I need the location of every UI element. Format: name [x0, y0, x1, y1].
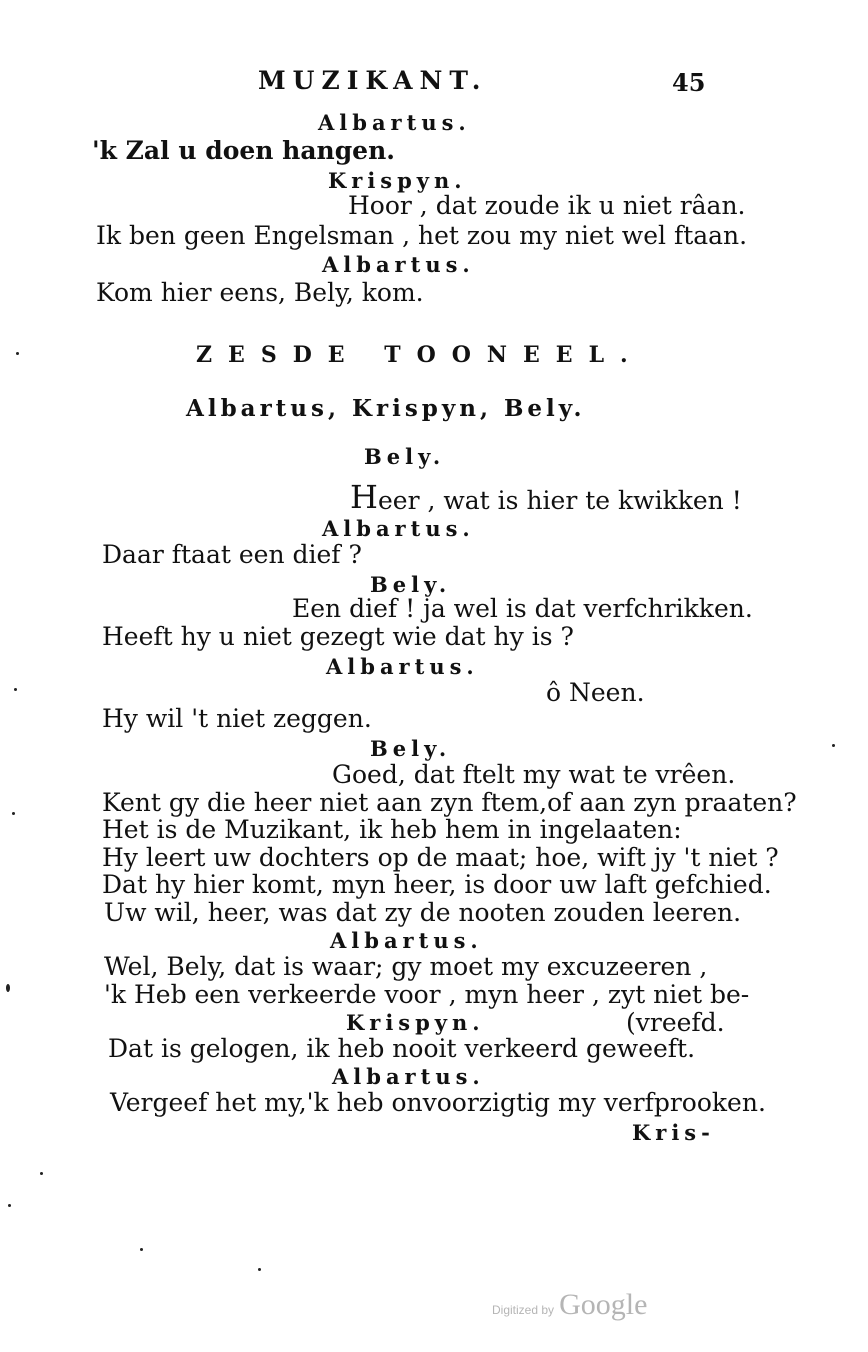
- speaker-name: Albartus.: [318, 110, 471, 135]
- speaker-name: Albartus.: [326, 654, 479, 679]
- cast-list: Albartus, Krispyn, Bely.: [186, 395, 586, 422]
- scan-speck: [140, 1248, 143, 1251]
- scan-speck: [12, 812, 15, 815]
- verse-line: Uw wil, heer, was dat zy de nooten zouden leeren.: [104, 898, 742, 927]
- scene-heading: ZESDE TOONEEL.: [196, 342, 644, 368]
- verse-line: Dat hy hier komt, myn heer, is door uw laft gefchied.: [102, 870, 772, 899]
- speaker-name: Albartus.: [330, 928, 483, 953]
- verse-line: Heeft hy u niet gezegt wie dat hy is ?: [102, 622, 574, 651]
- speaker-name: Albartus.: [322, 516, 475, 541]
- scan-speck: [14, 688, 17, 691]
- scan-speck: [258, 1268, 261, 1271]
- verse-line: 'k Heb een verkeerde voor , myn heer , zyt niet be-: [104, 980, 750, 1009]
- verse-line: Hoor , dat zoude ik u niet râan.: [348, 191, 746, 220]
- verse-line: Een dief ! ja wel is dat verfchrikken.: [292, 594, 753, 623]
- speaker-name: Albartus.: [332, 1064, 485, 1089]
- verse-continuation: (vreefd.: [626, 1008, 725, 1037]
- scan-speck: [6, 984, 10, 992]
- speaker-name: Albartus.: [322, 252, 475, 277]
- drop-initial: H: [350, 478, 378, 516]
- verse-line: eer , wat is hier te kwikken !: [378, 486, 742, 515]
- speaker-name: Krispyn.: [346, 1010, 485, 1035]
- verse-line: Wel, Bely, dat is waar; gy moet my excuzeeren ,: [104, 952, 708, 981]
- verse-line: Kent gy die heer niet aan zyn ftem,of aan zyn praaten?: [102, 788, 797, 817]
- verse-line: Dat is gelogen, ik heb nooit verkeerd geweeft.: [108, 1034, 696, 1063]
- catchword: Kris-: [632, 1120, 715, 1145]
- watermark-prefix: Digitized by: [492, 1303, 555, 1317]
- scan-speck: [832, 744, 835, 747]
- scan-speck: [8, 1204, 11, 1207]
- verse-line: Ik ben geen Engelsman , het zou my niet wel ftaan.: [96, 221, 748, 250]
- verse-line: Hy wil 't niet zeggen.: [102, 704, 372, 733]
- verse-line: 'k Zal u doen hangen.: [92, 136, 395, 165]
- speaker-name: Bely.: [364, 444, 446, 469]
- page-number: 45: [672, 68, 706, 97]
- verse-line: Het is de Muzikant, ik heb hem in ingelaaten:: [102, 815, 682, 844]
- speaker-name: Bely.: [370, 736, 452, 761]
- verse-line: Hy leert uw dochters op de maat; hoe, wift jy 't niet ?: [102, 843, 779, 872]
- google-watermark: [492, 1288, 647, 1322]
- verse-line: Goed, dat ftelt my wat te vrêen.: [332, 760, 736, 789]
- verse-line: Kom hier eens, Bely, kom.: [96, 278, 424, 307]
- speaker-name: Krispyn.: [328, 168, 467, 193]
- speaker-name: Bely.: [370, 572, 452, 597]
- verse-line: Vergeef het my,'k heb onvoorzigtig my verfprooken.: [110, 1088, 766, 1117]
- running-title: MUZIKANT.: [258, 66, 488, 95]
- scan-speck: [40, 1172, 43, 1175]
- verse-line: ô Neen.: [546, 678, 645, 707]
- verse-line: Daar ftaat een dief ?: [102, 540, 362, 569]
- scan-speck: [16, 352, 19, 355]
- google-logo: Google: [559, 1288, 648, 1321]
